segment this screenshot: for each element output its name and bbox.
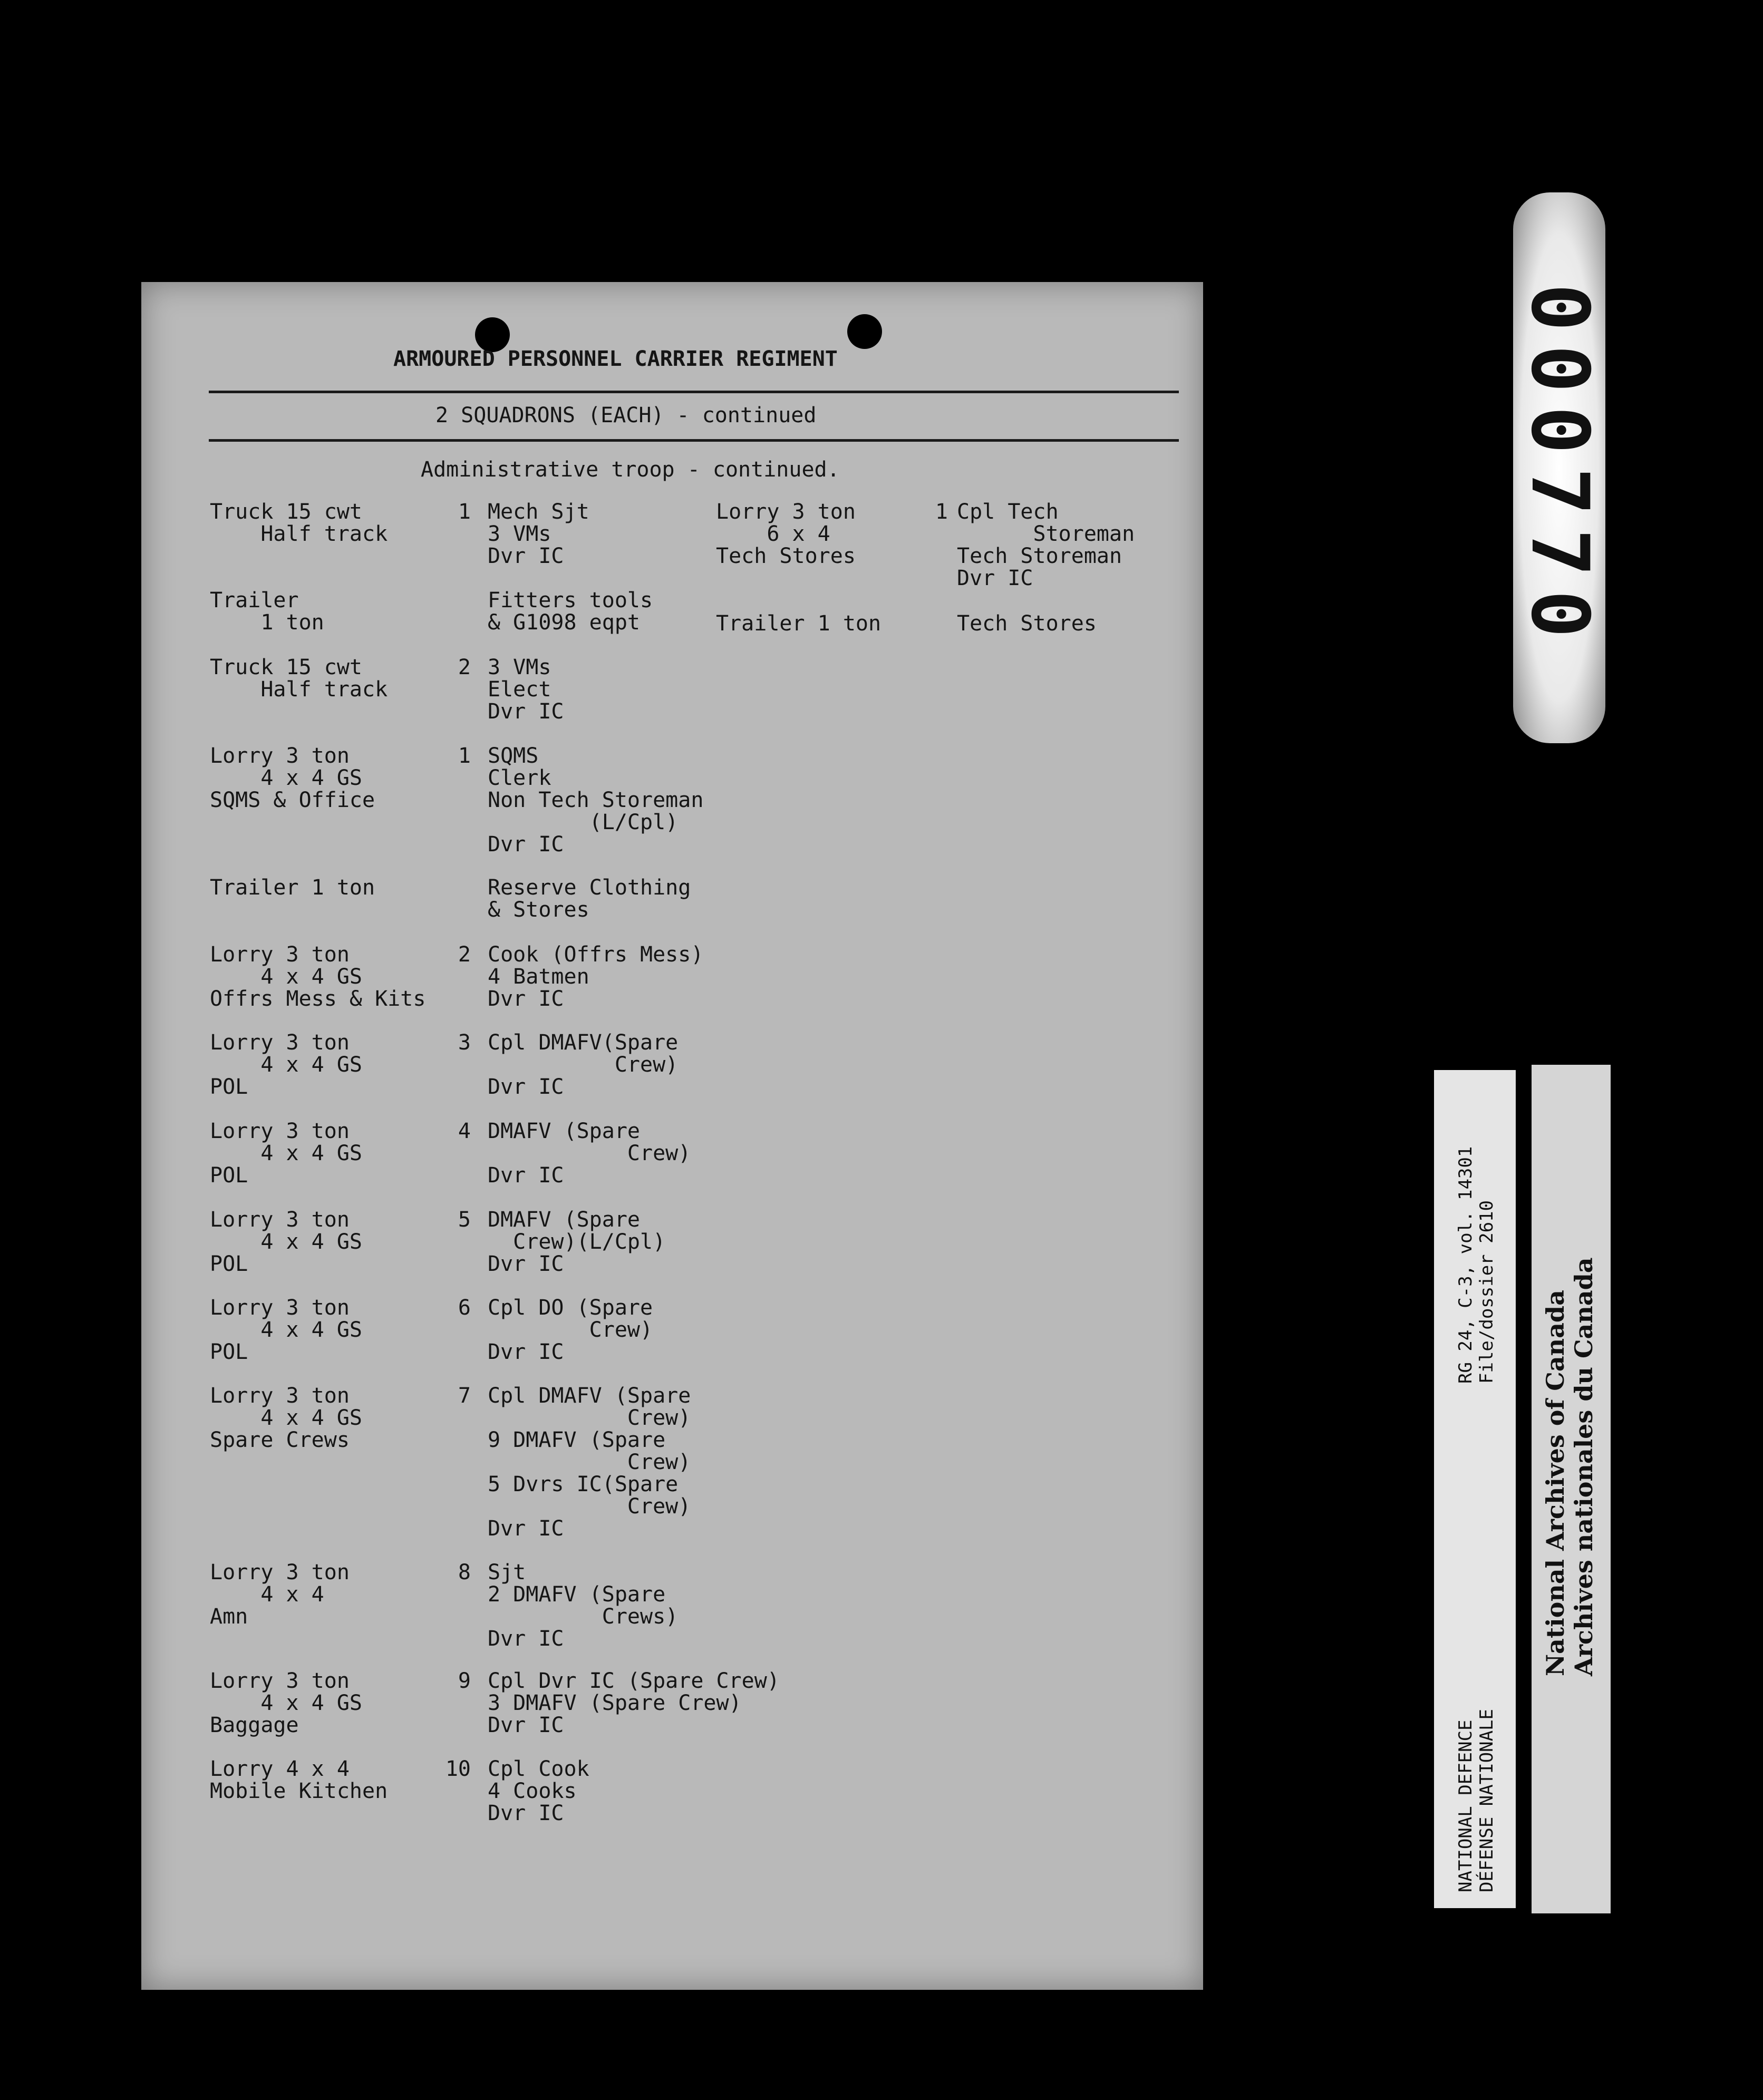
divider-rule (209, 391, 1179, 393)
department-line-2: DÉFENSE NATIONALE (1476, 1709, 1497, 1892)
vehicle-number: 6 (458, 1296, 471, 1320)
archive-reference-label (1434, 1070, 1516, 1908)
vehicle-type: Lorry 3 ton 4 x 4 GS POL (210, 1119, 362, 1188)
crew-list: Reserve Clothing & Stores (488, 876, 691, 922)
vehicle-type: Trailer 1 ton (716, 611, 882, 636)
crew-list: DMAFV (Spare Crew) Dvr IC (488, 1119, 691, 1188)
vehicle-number: 8 (458, 1560, 471, 1584)
vehicle-type: Trailer 1 ton (210, 588, 324, 635)
vehicle-number: 5 (458, 1208, 471, 1232)
reference-line-2: File/dossier 2610 (1476, 1200, 1497, 1384)
reference-line-1: RG 24, C-3, vol. 14301 (1455, 1146, 1476, 1384)
crew-list: Cook (Offrs Mess) 4 Batmen Dvr IC (488, 942, 704, 1011)
crew-list: Cpl DO (Spare Crew) Dvr IC (488, 1296, 653, 1364)
punch-hole (847, 314, 882, 349)
archives-name-en: National Archives of Canada (1541, 1290, 1570, 1676)
archives-name-fr: Archives nationales du Canada (1570, 1257, 1598, 1676)
crew-list: Mech Sjt 3 VMs Dvr IC (488, 500, 589, 568)
vehicle-number: 7 (458, 1384, 471, 1408)
vehicle-number: 4 (458, 1119, 471, 1143)
crew-list: Cpl Cook 4 Cooks Dvr IC (488, 1757, 589, 1825)
vehicle-type: Trailer 1 ton (210, 876, 375, 900)
crew-list: Cpl DMAFV (Spare Crew) 9 DMAFV (Spare Crew) 5 Dvrs IC(Spare Crew) Dvr IC (488, 1384, 691, 1541)
department-line-1: NATIONAL DEFENCE (1455, 1719, 1476, 1892)
vehicle-number: 2 (458, 655, 471, 679)
crew-list: Fitters tools & G1098 eqpt (488, 588, 653, 635)
vehicle-number: 2 (458, 942, 471, 967)
archives-label (1532, 1065, 1611, 1913)
vehicle-number: 1 (458, 744, 471, 768)
crew-list: Cpl Dvr IC (Spare Crew) 3 DMAFV (Spare Crew) Dvr IC (488, 1669, 780, 1737)
vehicle-type: Lorry 3 ton 4 x 4 GS Spare Crews (210, 1384, 362, 1452)
vehicle-type: Lorry 3 ton 4 x 4 Amn (210, 1560, 350, 1629)
crew-list: DMAFV (Spare Crew)(L/Cpl) Dvr IC (488, 1208, 666, 1276)
section-heading: Administrative troop - continued. (421, 458, 840, 482)
crew-list: Cpl DMAFV(Spare Crew) Dvr IC (488, 1030, 679, 1099)
vehicle-type: Lorry 3 ton 4 x 4 GS POL (210, 1030, 362, 1099)
vehicle-type: Lorry 3 ton 4 x 4 GS Offrs Mess & Kits (210, 942, 426, 1011)
divider-rule (209, 439, 1179, 442)
vehicle-type: Lorry 3 ton 4 x 4 GS POL (210, 1296, 362, 1364)
vehicle-type: Truck 15 cwt Half track (210, 655, 388, 702)
vehicle-number: 1 (458, 500, 471, 524)
vehicle-type: Lorry 4 x 4 Mobile Kitchen (210, 1757, 388, 1803)
document-subtitle: 2 SQUADRONS (EACH) - continued (435, 403, 817, 427)
document-title: ARMOURED PERSONNEL CARRIER REGIMENT (393, 347, 838, 371)
vehicle-type: Lorry 3 ton 4 x 4 GS Baggage (210, 1669, 362, 1737)
crew-list: Tech Stores (957, 611, 1097, 636)
frame-number: 000770 (1514, 284, 1605, 652)
vehicle-number: 1 (935, 500, 948, 524)
vehicle-number: 9 (458, 1669, 471, 1693)
crew-list: Sjt 2 DMAFV (Spare Crews) Dvr IC (488, 1560, 679, 1651)
vehicle-number: 10 (445, 1757, 471, 1781)
crew-list: SQMS Clerk Non Tech Storeman (L/Cpl) Dvr IC (488, 744, 704, 857)
vehicle-type: Truck 15 cwt Half track (210, 500, 388, 546)
vehicle-type: Lorry 3 ton 6 x 4 Tech Stores (716, 500, 856, 568)
crew-list: Cpl Tech Storeman Tech Storeman Dvr IC (957, 500, 1135, 590)
crew-list: 3 VMs Elect Dvr IC (488, 655, 564, 724)
vehicle-number: 3 (458, 1030, 471, 1055)
document-page (141, 282, 1203, 1990)
vehicle-type: Lorry 3 ton 4 x 4 GS SQMS & Office (210, 744, 375, 812)
vehicle-type: Lorry 3 ton 4 x 4 GS POL (210, 1208, 362, 1276)
